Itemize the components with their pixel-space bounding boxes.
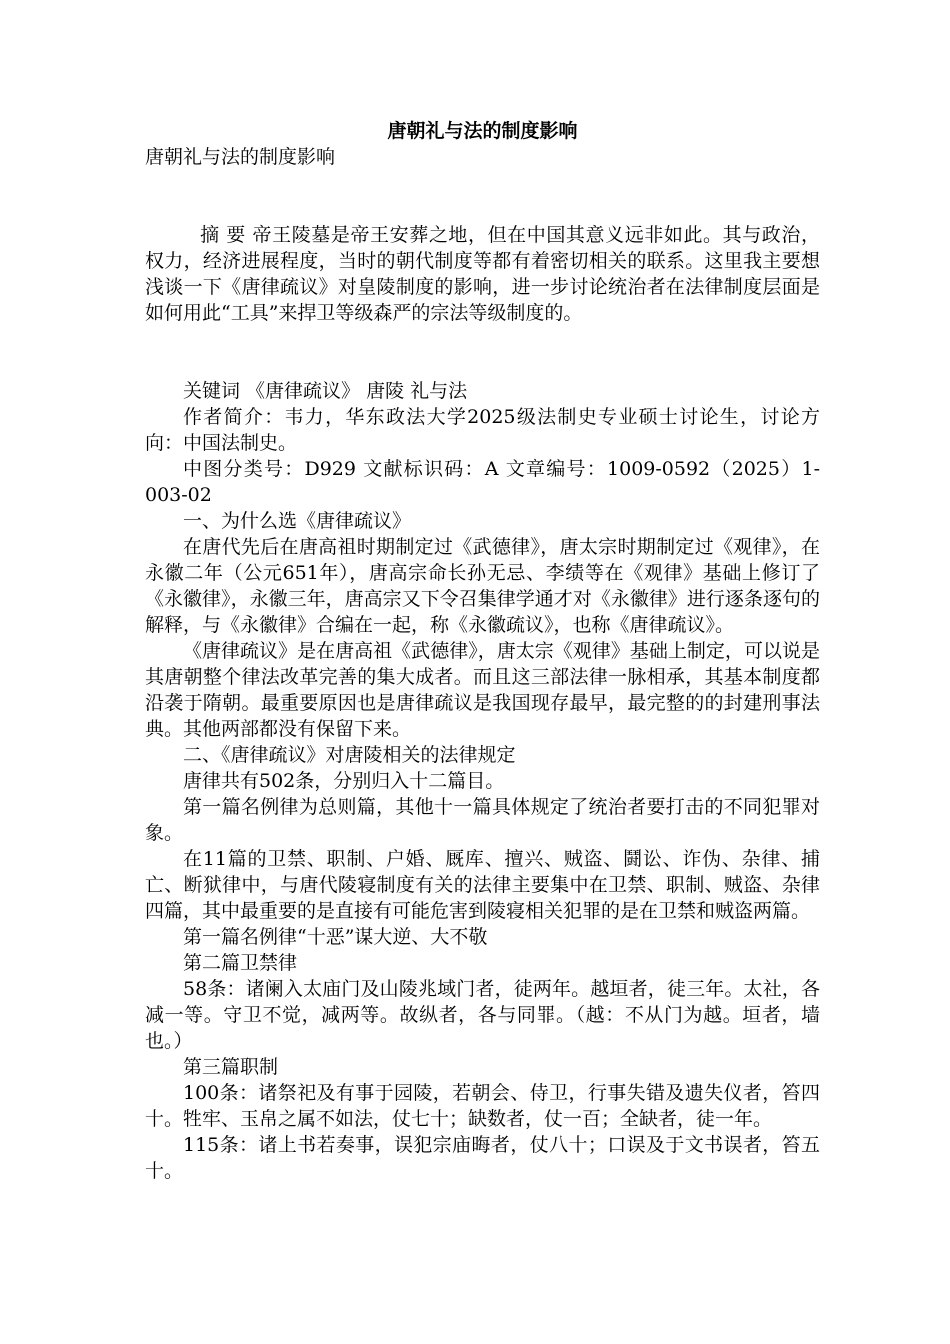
keywords-line: 关键词 《唐律疏议》 唐陵 礼与法 (183, 380, 468, 402)
section-2-paragraph-2: 第一篇名例律为总则篇，其他十一篇具体规定了统治者要打击的不同犯罪对象。 (145, 796, 820, 844)
classification-info: 中图分类号：D929 文献标识码：A 文章编号：1009-0592（2025）1-003-02 (145, 458, 820, 506)
section-1-paragraph-2: 《唐律疏议》是在唐高祖《武德律》，唐太宗《观律》基础上制定，可以说是其唐朝整个律法改革完善的集大成者。而且这三部法律一脉相承，其基本制度都沿袭于隋朝。最重要原因也是唐律疏议是我国现存最早，最完整的的封建刑事法典。其他两部都没有保留下来。 (145, 640, 820, 740)
section-2-paragraph-8: 100条：诸祭祀及有事于园陵，若朝会、侍卫，行事失错及遗失仪者，笞四十。牲牢、玉帛之属不如法，仗七十；缺数者，仗一百；全缺者，徒一年。 (145, 1082, 820, 1130)
section-2-paragraph-6: 58条：诸阑入太庙门及山陵兆域门者，徒两年。越垣者，徒三年。太社，各减一等。守卫不觉，减两等。故纵者，各与同罪。（越：不从门为越。垣者，墙也。） (145, 978, 820, 1052)
section-2-paragraph-4: 第一篇名例律“十恶”谋大逆、大不敬 (183, 926, 488, 948)
section-1-paragraph-1: 在唐代先后在唐高祖时期制定过《武德律》，唐太宗时期制定过《观律》，在永徽二年（公元651年），唐高宗命长孙无忌、李绩等在《观律》基础上修订了《永徽律》，永徽三年，唐高宗又下令召集律学通才对《永徽律》进行逐条逐句的解释，与《永徽律》合编在一起，称《永徽疏议》，也称《唐律疏议》。 (145, 536, 820, 636)
section-2-paragraph-3: 在11篇的卫禁、职制、户婚、厩库、擅兴、贼盗、鬪讼、诈伪、杂律、捕亡、断狱律中，与唐代陵寝制度有关的法律主要集中在卫禁、职制、贼盗、杂律四篇，其中最重要的是直接有可能危害到陵寝相关犯罪的是在卫禁和贼盗两篇。 (145, 848, 820, 922)
section-2-heading: 二、《唐律疏议》对唐陵相关的法律规定 (183, 744, 516, 766)
abstract-paragraph: 摘 要 帝王陵墓是帝王安葬之地，但在中国其意义远非如此。其与政治，权力，经济进展程度，当时的朝代制度等都有着密切相关的联系。这里我主要想浅谈一下《唐律疏议》对皇陵制度的影响，进一步讨论统治者在法律制度层面是如何用此“工具”来捍卫等级森严的宗法等级制度的。 (145, 224, 820, 324)
section-1-heading: 一、为什么选《唐律疏议》 (183, 510, 412, 532)
section-2-paragraph-5: 第二篇卫禁律 (183, 952, 298, 974)
section-2-paragraph-1: 唐律共有502条，分别归入十二篇目。 (183, 770, 505, 792)
author-info: 作者简介：韦力，华东政法大学2025级法制史专业硕士讨论生，讨论方向：中国法制史。 (145, 406, 820, 454)
document-title: 唐朝礼与法的制度影响 (387, 120, 578, 142)
section-2-paragraph-9: 115条：诸上书若奏事，误犯宗庙晦者，仗八十；口误及于文书误者，笞五十。 (145, 1134, 820, 1182)
section-2-paragraph-7: 第三篇职制 (183, 1056, 279, 1078)
document-subtitle: 唐朝礼与法的制度影响 (145, 146, 336, 168)
